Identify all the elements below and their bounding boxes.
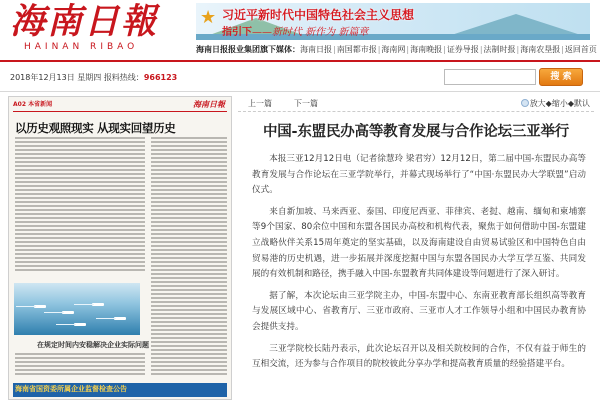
date-line (10, 72, 177, 83)
thumb-ad-text: 海南省国资委所属企业监督检查公告 (15, 385, 127, 393)
nav-link-hainan-wanbao[interactable]: 海南晚报 (410, 45, 443, 54)
hotline-label: 报料热线： (103, 73, 144, 82)
article-panel (238, 96, 594, 400)
thumb-headline: 以历史观照现实 从现实回望历史 (15, 121, 176, 135)
nav-link-home[interactable]: 返回首页 (564, 45, 597, 54)
thumb-page-header (13, 100, 227, 112)
next-article-link[interactable]: 下一篇 (294, 99, 318, 108)
search-input[interactable] (444, 69, 536, 85)
issue-weekday: 星期四 (77, 73, 102, 82)
banner-headline: 习近平新时代中国特色社会主义思想 (222, 8, 415, 22)
thumb-lower-column (15, 353, 145, 379)
font-size-icon (521, 99, 529, 107)
nav-link-nongken[interactable]: 海南农垦报 (520, 45, 561, 54)
article-paragraph: 来自新加坡、马来西亚、泰国、印度尼西亚、菲律宾、老挝、越南、缅甸和柬埔寨等9个国家、80余位中国和东盟各国民办高校和机构代表，聚焦于如何借助中国-东盟建立战略伙伴关系15周年奠定的坚实基础，以及海南建设自由贸易试验区和中国特色自由贸易港的历史机遇，进一步拓展并深度挖掘中国与东盟各国民办大学互学互鉴、共同发展的有效机制和路径，携手融入中国-东盟教育共同体建设等问题进行了深入研讨。 (252, 206, 586, 280)
banner-subline (222, 23, 368, 38)
thumb-side-column (151, 137, 227, 377)
nav-link-hainan-ribao[interactable]: 海南日报 (300, 45, 332, 54)
search-button[interactable]: 搜 索 (539, 68, 583, 86)
header-divider (0, 60, 600, 62)
nav-link-zhengquan[interactable]: 证券导报 (446, 45, 479, 54)
site-logo[interactable] (10, 2, 185, 58)
article-paragraph: 三亚学院校长陆丹表示，此次论坛召开以及相关院校间的合作，不仅有益于师生的互相交流，还为参与合作项目的院校彼此分享办学和提高教育质量的经验搭建平台。 (252, 343, 586, 370)
nav-link-hainan-wang[interactable]: 海南网 (381, 45, 406, 54)
newspaper-page-thumbnail[interactable] (8, 96, 232, 400)
banner-subline-slogan: ——新时代 新作为 新篇章 (252, 27, 369, 38)
article-title: 中国-东盟民办高等教育发展与合作论坛三亚举行 (262, 124, 570, 140)
info-bar (0, 64, 600, 90)
article-paragraph: 据了解，本次论坛由三亚学院主办，中国-东盟中心、东南亚教育部长组织高等教育与发展区域中心、省教育厅、三亚市政府、三亚市人才工作领导小组和中国民办教育协会提供支持。 (252, 290, 586, 332)
thumb-text-column (15, 137, 145, 277)
article-body (252, 152, 586, 379)
star-icon: ★ (200, 7, 217, 28)
article-toolbar (238, 96, 594, 112)
site-header (0, 0, 600, 64)
thumb-page-label: A02 本省新闻 (13, 101, 53, 108)
logo-text: 海南日報 (10, 1, 159, 42)
hotline-number: 966123 (143, 73, 178, 82)
nav-link-nanguo-dushi[interactable]: 南国都市报 (336, 45, 377, 54)
article-paragraph: 本报三亚12月12日电（记者徐慧玲 梁君穷）12月12日，第二届中国-东盟民办高等教育发展与合作论坛在三亚学院举行，并幕式现场举行了“中国·东盟民办大学联盟”启动仪式。 (252, 154, 586, 196)
issue-date: 2018年12月13日 (10, 73, 75, 82)
thumb-photo-boats (14, 283, 140, 335)
nav-link-fazhi[interactable]: 法制时报 (483, 45, 516, 54)
prev-article-link[interactable]: 上一篇 (248, 99, 272, 108)
banner-subline-lead: 指引下 (222, 27, 252, 38)
logo-subtitle: HAINAN RIBAO (24, 42, 139, 52)
promo-banner[interactable] (196, 3, 590, 40)
media-group-label: 海南日报报业集团旗下媒体： (196, 45, 300, 54)
font-size-controls[interactable] (521, 96, 590, 111)
content-divider (0, 91, 600, 92)
thumb-masthead: 海南日報 (193, 100, 225, 109)
thumb-subheadline: 在规定时间内安稳解决企业实际问题 (37, 341, 149, 349)
font-size-label: 放大◆缩小◆默认 (529, 99, 590, 108)
media-nav: 海南日报报业集团旗下媒体：海南日报|南国都市报|海南网|海南晚报|证券导报|法制时报|海南农垦报|返回首页 (196, 45, 597, 54)
